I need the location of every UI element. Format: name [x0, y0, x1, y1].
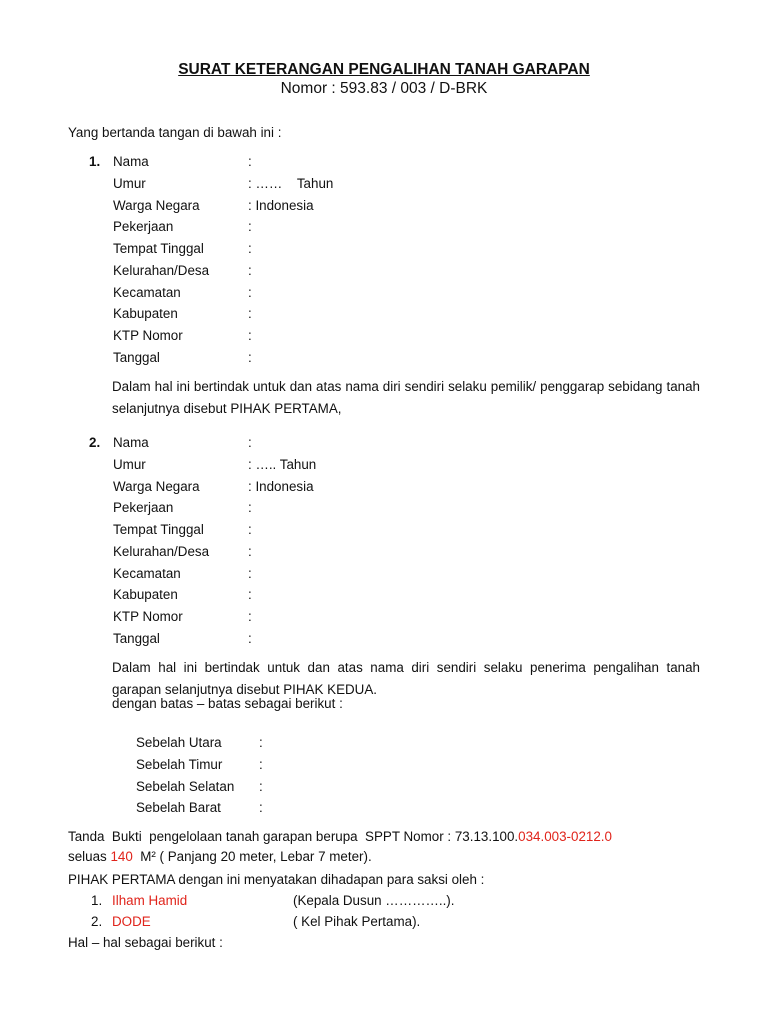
- area-highlight: 140: [110, 849, 133, 864]
- party1-label-kecamatan: Kecamatan: [113, 285, 181, 300]
- party1-value-kabupaten: :: [248, 306, 252, 321]
- party2-value-warga: : Indonesia: [248, 479, 314, 494]
- party2-value-umur: : ….. Tahun: [248, 457, 317, 472]
- party2-value-ktp: :: [248, 609, 252, 624]
- party1-number: 1.: [89, 154, 101, 169]
- document-title: SURAT KETERANGAN PENGALIHAN TANAH GARAPAN: [178, 61, 590, 78]
- evidence-line2-prefix: seluas: [68, 849, 111, 864]
- party2-label-nama: Nama: [113, 435, 149, 450]
- party1-value-warga: : Indonesia: [248, 198, 314, 213]
- boundary-label-timur: Sebelah Timur: [136, 757, 223, 772]
- boundary-label-selatan: Sebelah Selatan: [136, 779, 235, 794]
- party1-label-tanggal: Tanggal: [113, 350, 160, 365]
- party1-label-kelurahan: Kelurahan/Desa: [113, 263, 210, 278]
- witness2-name: DODE: [112, 914, 151, 929]
- party2-value-kabupaten: :: [248, 587, 252, 602]
- party1-label-ktp: KTP Nomor: [113, 328, 183, 343]
- witness1-number: 1.: [91, 893, 103, 908]
- party1-value-umur: : …… Tahun: [248, 176, 334, 191]
- party1-label-tempat: Tempat Tinggal: [113, 241, 204, 256]
- party2-value-tanggal: :: [248, 631, 252, 646]
- document-number: Nomor : 593.83 / 003 / D-BRK: [280, 80, 488, 97]
- witness-intro: PIHAK PERTAMA dengan ini menyatakan dihadapan para saksi oleh :: [68, 872, 485, 887]
- intro-text: Yang bertanda tangan di bawah ini :: [68, 125, 282, 140]
- closing-text: Hal – hal sebagai berikut :: [68, 935, 223, 950]
- party2-label-kelurahan: Kelurahan/Desa: [113, 544, 210, 559]
- party1-label-warga: Warga Negara: [113, 198, 200, 213]
- evidence-line1: [68, 829, 612, 844]
- party2-value-nama: :: [248, 435, 252, 450]
- boundary-label-barat: Sebelah Barat: [136, 800, 221, 815]
- party2-label-tanggal: Tanggal: [113, 631, 160, 646]
- witness1-name: Ilham Hamid: [112, 893, 188, 908]
- party2-label-pekerjaan: Pekerjaan: [113, 500, 174, 515]
- party1-value-tempat: :: [248, 241, 252, 256]
- party1-value-ktp: :: [248, 328, 252, 343]
- party2-label-kabupaten: Kabupaten: [113, 587, 178, 602]
- evidence-line2-suffix: M² ( Panjang 20 meter, Lebar 7 meter).: [132, 849, 372, 864]
- party1-statement: Dalam hal ini bertindak untuk dan atas nama diri sendiri selaku pemilik/ penggarap sebidang tanah selanjutnya disebut PIHAK PERTAMA,: [112, 379, 700, 416]
- party2-statement: Dalam hal ini bertindak untuk dan atas nama diri sendiri selaku penerima pengalihan tanah garapan selanjutnya disebut PIHAK KEDUA.: [112, 660, 700, 697]
- boundary-value-timur: :: [259, 757, 263, 772]
- witness1-role: (Kepala Dusun …………..).: [293, 893, 455, 908]
- batas-intro: dengan batas – batas sebagai berikut :: [112, 696, 343, 711]
- sppt-number-highlight: 034.003-0212.0: [518, 829, 612, 844]
- party1-value-kelurahan: :: [248, 263, 252, 278]
- party1-label-umur: Umur: [113, 176, 146, 191]
- evidence-line2: [68, 849, 372, 864]
- party1-value-kecamatan: :: [248, 285, 252, 300]
- witness2-role: ( Kel Pihak Pertama).: [293, 914, 421, 929]
- party2-label-umur: Umur: [113, 457, 146, 472]
- evidence-line1-text: Tanda Bukti pengelolaan tanah garapan berupa SPPT Nomor : 73.13.100.: [68, 829, 519, 844]
- party1-value-nama: :: [248, 154, 252, 169]
- party2-label-tempat: Tempat Tinggal: [113, 522, 204, 537]
- boundary-label-utara: Sebelah Utara: [136, 735, 222, 750]
- party2-value-kelurahan: :: [248, 544, 252, 559]
- party1-label-nama: Nama: [113, 154, 149, 169]
- party2-value-kecamatan: :: [248, 566, 252, 581]
- party1-label-kabupaten: Kabupaten: [113, 306, 178, 321]
- party2-label-warga: Warga Negara: [113, 479, 200, 494]
- party2-value-pekerjaan: :: [248, 500, 252, 515]
- witness2-number: 2.: [91, 914, 103, 929]
- party2-label-ktp: KTP Nomor: [113, 609, 183, 624]
- party2-value-tempat: :: [248, 522, 252, 537]
- party1-value-tanggal: :: [248, 350, 252, 365]
- party1-label-pekerjaan: Pekerjaan: [113, 219, 174, 234]
- party2-label-kecamatan: Kecamatan: [113, 566, 181, 581]
- boundary-value-utara: :: [259, 735, 263, 750]
- boundary-value-barat: :: [259, 800, 263, 815]
- boundary-value-selatan: :: [259, 779, 263, 794]
- party1-value-pekerjaan: :: [248, 219, 252, 234]
- party2-number: 2.: [89, 435, 101, 450]
